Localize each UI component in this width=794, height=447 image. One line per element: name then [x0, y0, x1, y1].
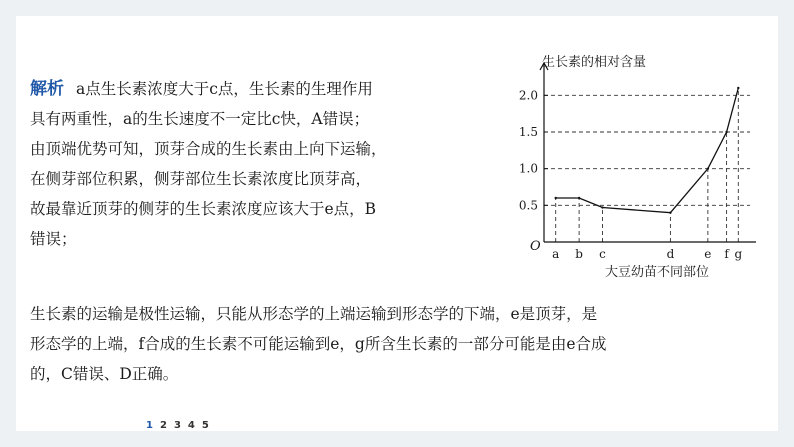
analysis-line-5: 错误；	[30, 230, 77, 248]
y-tick-label-0: 0.5	[518, 198, 538, 213]
page-link-1[interactable]: 1	[146, 420, 153, 431]
y-tick-label-2: 1.5	[518, 125, 538, 139]
x-tick-label-g: g	[734, 247, 743, 261]
analysis-paragraph-1	[30, 74, 500, 254]
x-tick-label-b: b	[575, 247, 583, 261]
series-line	[556, 88, 739, 213]
y-tick-label-3: 2.0	[518, 88, 538, 103]
analysis-line-1: 具有两重性，a的生长速度不一定比c快，A错误；	[30, 110, 370, 128]
x-tick-label-e: e	[704, 247, 712, 261]
analysis-line-4: 故最靠近顶芽的侧芽的生长素浓度应该大于e点，B	[30, 200, 377, 218]
analysis2-line-1: 形态学的上端，f合成的生长素不可能运输到e，g所含生长素的一部分可能是由e合成	[30, 335, 607, 353]
analysis-label: 解析	[30, 79, 64, 99]
analysis-line-0	[30, 74, 500, 104]
y-axis-title: 生长素的相对含量	[542, 55, 647, 70]
page-link-2[interactable]: 2	[159, 420, 167, 431]
page-link-3[interactable]: 3	[173, 420, 181, 431]
x-tick-label-d: d	[666, 247, 675, 261]
data-point-f	[725, 131, 727, 133]
data-point-e	[707, 167, 709, 169]
y-tick-label-1: 1.0	[518, 161, 538, 176]
page-link-5[interactable]: 5	[201, 420, 209, 431]
x-axis-title: 大豆幼苗不同部位	[604, 265, 710, 280]
analysis-line-2: 由顶端优势可知，顶芽合成的生长素由上向下运输，	[30, 140, 387, 158]
data-point-a	[555, 197, 557, 199]
pagination	[146, 420, 216, 436]
data-point-d	[669, 211, 671, 213]
analysis2-line-0: 生长素的运输是极性运输，只能从形态学的上端运输到形态学的下端，e是顶芽，是	[30, 305, 598, 323]
data-point-b	[578, 197, 580, 199]
analysis-line-0-text: a点生长素浓度大于c点，生长素的生理作用	[76, 80, 373, 98]
slide	[16, 16, 778, 431]
analysis-paragraph-2	[30, 299, 770, 389]
data-point-c	[601, 206, 603, 208]
origin-label: O	[530, 239, 541, 254]
x-tick-label-f: f	[724, 247, 729, 261]
analysis2-line-2: 的，C错误、D正确。	[30, 365, 179, 383]
auxin-content-chart	[500, 46, 772, 286]
analysis-line-3: 在侧芽部位积累，侧芽部位生长素浓度比顶芽高，	[30, 170, 372, 188]
page-link-4[interactable]: 4	[187, 420, 195, 431]
x-tick-label-a: a	[552, 247, 560, 261]
x-tick-label-c: c	[599, 247, 606, 261]
data-point-g	[737, 87, 739, 89]
